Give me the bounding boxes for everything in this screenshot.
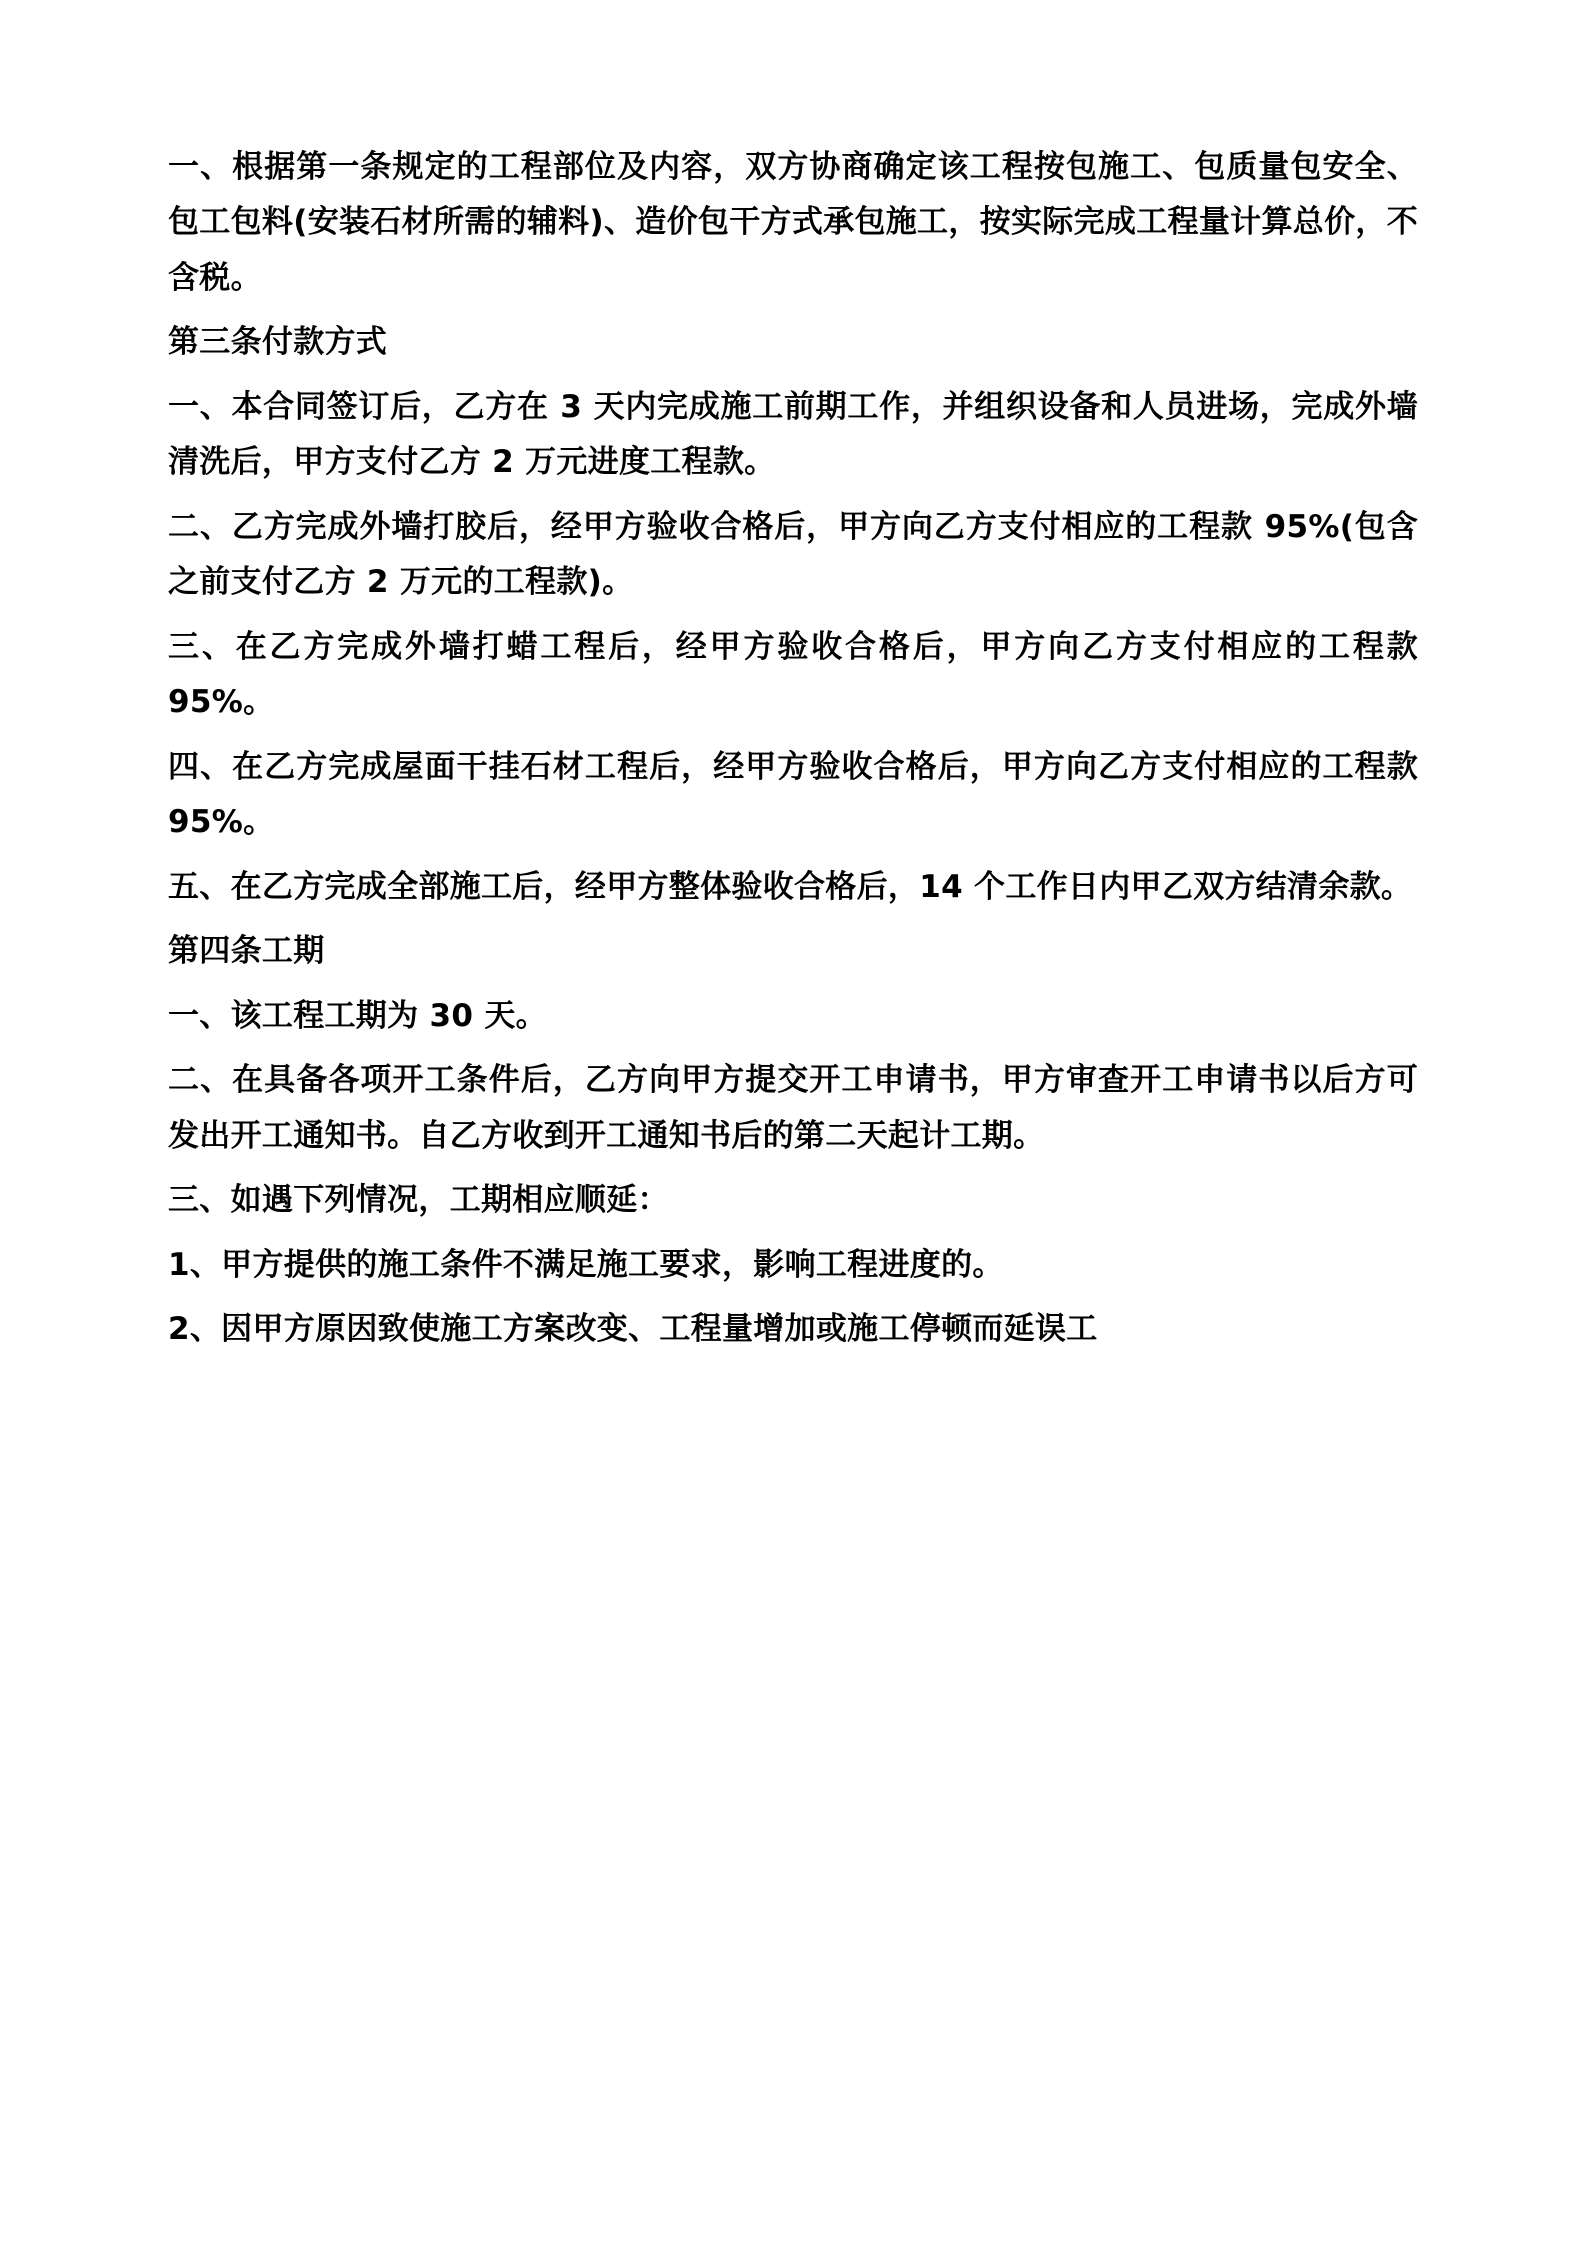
paragraph-clause3-item4: 四、在乙方完成屋面干挂石材工程后，经甲方验收合格后，甲方向乙方支付相应的工程款 95%。 — [168, 748, 1418, 841]
paragraph-clause3-item3: 三、在乙方完成外墙打蜡工程后，经甲方验收合格后，甲方向乙方支付相应的工程款 95%。 — [168, 628, 1418, 721]
paragraph-clause4-item3: 三、如遇下列情况，工期相应顺延： — [168, 1182, 669, 1219]
paragraph-clause4-heading: 第四条工期 — [168, 933, 325, 970]
paragraph-clause4-item3-sub1: 1、甲方提供的施工条件不满足施工要求，影响工程进度的。 — [168, 1246, 1004, 1283]
paragraph-clause3-heading: 第三条付款方式 — [168, 324, 388, 361]
paragraph-clause3-item1: 一、本合同签订后，乙方在 3 天内完成施工前期工作，并组织设备和人员进场，完成外墙清洗后，甲方支付乙方 2 万元进度工程款。 — [168, 388, 1418, 481]
paragraph-clause3-item5: 五、在乙方完成全部施工后，经甲方整体验收合格后，14 个工作日内甲乙双方结清余款。 — [168, 868, 1413, 905]
paragraph-clause4-item2: 二、在具备各项开工条件后，乙方向甲方提交开工申请书，甲方审查开工申请书以后方可发出开工通知书。自乙方收到开工通知书后的第二天起计工期。 — [168, 1062, 1418, 1154]
paragraph-clause4-item3-sub2: 2、因甲方原因致使施工方案改变、工程量增加或施工停顿而延误工 — [168, 1311, 1098, 1348]
paragraph-clause2-item1: 一、根据第一条规定的工程部位及内容，双方协商确定该工程按包施工、包质量包安全、包工包料(安装石材所需的辅料)、造价包干方式承包施工，按实际完成工程量计算总价，不含税。 — [168, 149, 1418, 296]
paragraph-clause3-item2: 二、乙方完成外墙打胶后，经甲方验收合格后，甲方向乙方支付相应的工程款 95%(包含之前支付乙方 2 万元的工程款)。 — [168, 508, 1418, 601]
document-body — [168, 140, 1418, 1358]
paragraph-clause4-item1: 一、该工程工期为 30 天。 — [168, 997, 547, 1034]
